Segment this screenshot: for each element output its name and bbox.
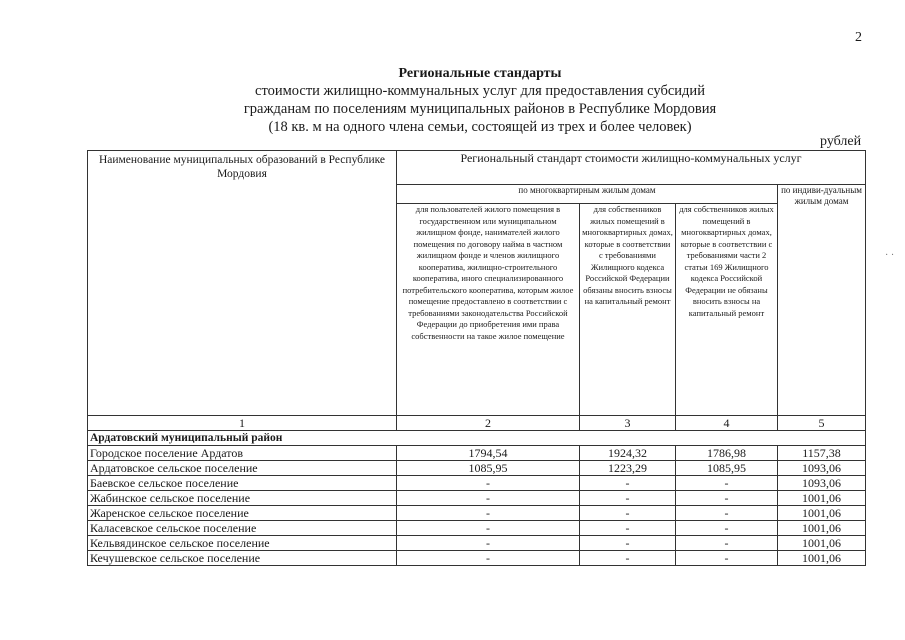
value-col-4: 1786,98 <box>676 446 778 461</box>
district-row <box>88 431 866 446</box>
value-col-5: 1001,06 <box>778 491 866 506</box>
settlement-name: Кельвядинское сельское поселение <box>88 536 397 551</box>
value-col-4: - <box>676 476 778 491</box>
value-col-5: 1093,06 <box>778 476 866 491</box>
table-row <box>88 461 866 476</box>
header-col-3: для собственников жилых помещений в многоквартирных домах, которые в соответствии с требованиями Жилищного кодекса Российской Федерации обязаны вносить взносы на капитальный ремонт <box>580 204 676 416</box>
page-number: 2 <box>855 30 862 45</box>
scan-artifact: · · <box>885 250 895 261</box>
settlement-name: Каласевское сельское поселение <box>88 521 397 536</box>
settlement-name: Городское поселение Ардатов <box>88 446 397 461</box>
value-col-4: - <box>676 521 778 536</box>
document-heading <box>0 66 905 136</box>
value-col-4: - <box>676 506 778 521</box>
regional-standards-table <box>87 150 866 566</box>
column-number: 2 <box>397 416 580 431</box>
column-number: 4 <box>676 416 778 431</box>
settlement-rows <box>88 446 866 566</box>
table-row <box>88 536 866 551</box>
value-col-2: - <box>397 476 580 491</box>
header-individual-houses: по индиви-дуальным жилым домам <box>778 185 866 416</box>
document-title: Региональные стандарты <box>398 66 562 81</box>
value-col-3: 1924,32 <box>580 446 676 461</box>
table-row <box>88 491 866 506</box>
subtitle-line-3: (18 кв. м на одного члена семьи, состоящей из трех и более человек) <box>268 119 692 135</box>
column-number: 3 <box>580 416 676 431</box>
value-col-5: 1001,06 <box>778 521 866 536</box>
settlement-name: Кечушевское сельское поселение <box>88 551 397 566</box>
value-col-5: 1001,06 <box>778 551 866 566</box>
value-col-3: - <box>580 536 676 551</box>
value-col-5: 1093,06 <box>778 461 866 476</box>
header-municipality-name: Наименование муниципальных образований в Республике Мордовия <box>88 151 397 416</box>
value-col-3: - <box>580 551 676 566</box>
value-col-2: 1085,95 <box>397 461 580 476</box>
table-row <box>88 476 866 491</box>
value-col-3: - <box>580 521 676 536</box>
value-col-5: 1001,06 <box>778 536 866 551</box>
table-row <box>88 521 866 536</box>
settlement-name: Ардатовское сельское поселение <box>88 461 397 476</box>
value-col-4: - <box>676 536 778 551</box>
settlement-name: Баевское сельское поселение <box>88 476 397 491</box>
value-col-5: 1001,06 <box>778 506 866 521</box>
column-number: 1 <box>88 416 397 431</box>
value-col-2: - <box>397 506 580 521</box>
value-col-4: - <box>676 491 778 506</box>
value-col-2: 1794,54 <box>397 446 580 461</box>
header-col-2: для пользователей жилого помещения в государственном или муниципальном жилищном фонде, нанимателей жилого помещения по договору найма в частном жилищном фонде и членов жилищного кооператива, жилищно-строительного кооператива, иного специализированного потребительского кооператива, которым жилое помещение предоставлено в соответствии с требованиями законодательства Российской Федерации до приобретения ими права собственности на такое жилое помещение <box>397 204 580 416</box>
header-apartment-houses: по многоквартирным жилым домам <box>397 185 778 204</box>
value-col-3: - <box>580 491 676 506</box>
subtitle-line-1: стоимости жилищно-коммунальных услуг для предоставления субсидий <box>255 83 705 99</box>
column-numbers-row <box>88 416 866 431</box>
value-col-2: - <box>397 521 580 536</box>
table-row <box>88 446 866 461</box>
value-col-3: 1223,29 <box>580 461 676 476</box>
header-regional-standard: Региональный стандарт стоимости жилищно-коммунальных услуг <box>397 151 866 185</box>
table-row <box>88 551 866 566</box>
value-col-2: - <box>397 491 580 506</box>
header-col-4: для собственников жилых помещений в многоквартирных домах, которые в соответствии с требованиями части 2 статьи 169 Жилищного кодекса Российской Федерации не обязаны вносить взносы на капитальный ремонт <box>676 204 778 416</box>
settlement-name: Жабинское сельское поселение <box>88 491 397 506</box>
settlement-name: Жаренское сельское поселение <box>88 506 397 521</box>
value-col-2: - <box>397 551 580 566</box>
district-name: Ардатовский муниципальный район <box>88 431 866 446</box>
value-col-5: 1157,38 <box>778 446 866 461</box>
currency-units: рублей <box>820 134 862 149</box>
column-number: 5 <box>778 416 866 431</box>
value-col-4: 1085,95 <box>676 461 778 476</box>
value-col-3: - <box>580 476 676 491</box>
subtitle-line-2: гражданам по поселениям муниципальных районов в Республике Мордовия <box>243 101 717 117</box>
value-col-3: - <box>580 506 676 521</box>
value-col-4: - <box>676 551 778 566</box>
table-row <box>88 506 866 521</box>
value-col-2: - <box>397 536 580 551</box>
